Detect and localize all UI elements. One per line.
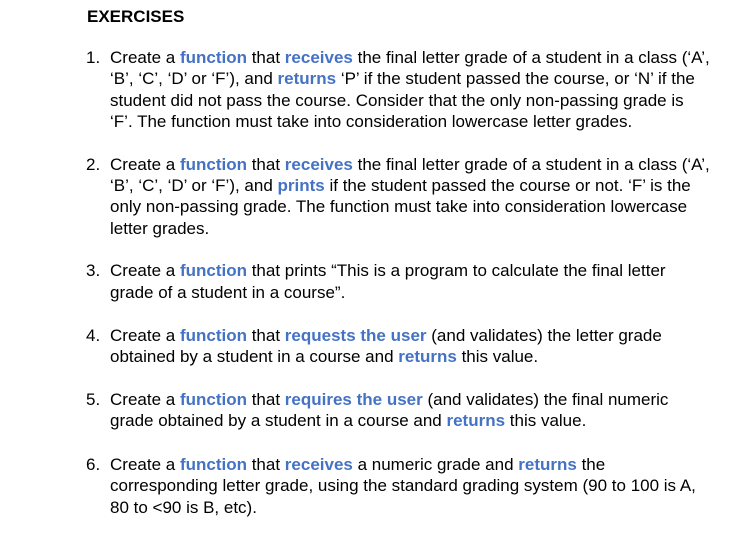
exercise-item	[0, 325, 710, 368]
text-segment: this value.	[456, 347, 539, 367]
text-segment: that	[246, 154, 285, 174]
exercise-number: 6.	[86, 454, 101, 474]
keyword: returns	[446, 411, 506, 431]
exercise-number: 3.	[86, 261, 101, 281]
text-segment: Create a	[110, 261, 180, 281]
text-segment: that	[246, 454, 285, 474]
exercise-text	[110, 390, 668, 430]
text-segment: that	[246, 326, 285, 346]
exercise-text	[110, 155, 710, 238]
exercise-number: 5.	[86, 389, 101, 409]
exercise-item	[0, 389, 710, 432]
text-segment: (and validates) the final numeric grade obtained by a student in a course and	[110, 389, 669, 431]
exercise-text	[110, 326, 662, 366]
exercise-item	[0, 154, 710, 240]
text-segment: that prints “This is a program to calculate the final letter grade of a student in a course”.	[110, 261, 666, 302]
keyword: function	[179, 48, 247, 67]
exercise-item	[0, 454, 710, 518]
keyword: receives	[284, 154, 353, 174]
exercise-item	[0, 260, 710, 303]
keyword: receives	[284, 48, 353, 67]
keyword: receives	[284, 454, 353, 474]
keyword: function	[179, 389, 247, 409]
exercise-item	[0, 47, 710, 133]
text-segment: a numeric grade and	[352, 454, 519, 474]
keyword: function	[179, 326, 247, 346]
keyword: returns	[398, 347, 457, 367]
text-segment: Create a	[110, 48, 180, 67]
exercise-text	[110, 261, 666, 301]
keyword: prints	[277, 176, 325, 196]
text-segment: the corresponding letter grade, using the standard grading system (90 to 100 is A, 80 to <90 is B, etc).	[110, 454, 696, 517]
keyword: requests the user	[284, 326, 427, 346]
text-segment: that	[246, 48, 285, 67]
exercise-text	[110, 48, 710, 131]
text-segment: Create a	[110, 326, 180, 346]
text-segment: the final letter grade of a student in a class (‘A’, ‘B’, ‘C’, ‘D’ or ‘F’), and	[110, 48, 710, 89]
text-segment: ‘P’ if the student passed the course, or ‘N’ if the student did not pass the course. Consider that the only non-passing grade is ‘F’. The function must take into consideration lowercase letter grades.	[110, 69, 695, 132]
text-segment: (and validates) the letter grade obtained by a student in a course and	[110, 326, 662, 367]
page-title: EXERCISES	[87, 7, 185, 26]
exercise-text	[110, 455, 696, 517]
text-segment: that	[246, 389, 285, 409]
text-segment: if the student passed the course or not. ‘F’ is the only non-passing grade. The function must take into consideration lowercase letter grades.	[110, 176, 691, 238]
keyword: returns	[518, 454, 577, 474]
text-segment: Create a	[110, 154, 180, 174]
keyword: function	[179, 454, 247, 474]
exercise-number: 4.	[86, 326, 101, 346]
exercise-number: 1.	[86, 48, 101, 67]
keyword: requires the user	[284, 389, 423, 409]
keyword: returns	[277, 69, 337, 89]
exercise-list	[0, 47, 737, 539]
text-segment: the final letter grade of a student in a class (‘A’, ‘B’, ‘C’, ‘D’ or ‘F’), and	[110, 154, 710, 196]
keyword: function	[179, 154, 247, 174]
text-segment: this value.	[505, 411, 587, 431]
keyword: function	[179, 261, 247, 281]
exercise-number: 2.	[86, 154, 101, 174]
text-segment: Create a	[110, 454, 180, 474]
text-segment: Create a	[110, 389, 180, 409]
